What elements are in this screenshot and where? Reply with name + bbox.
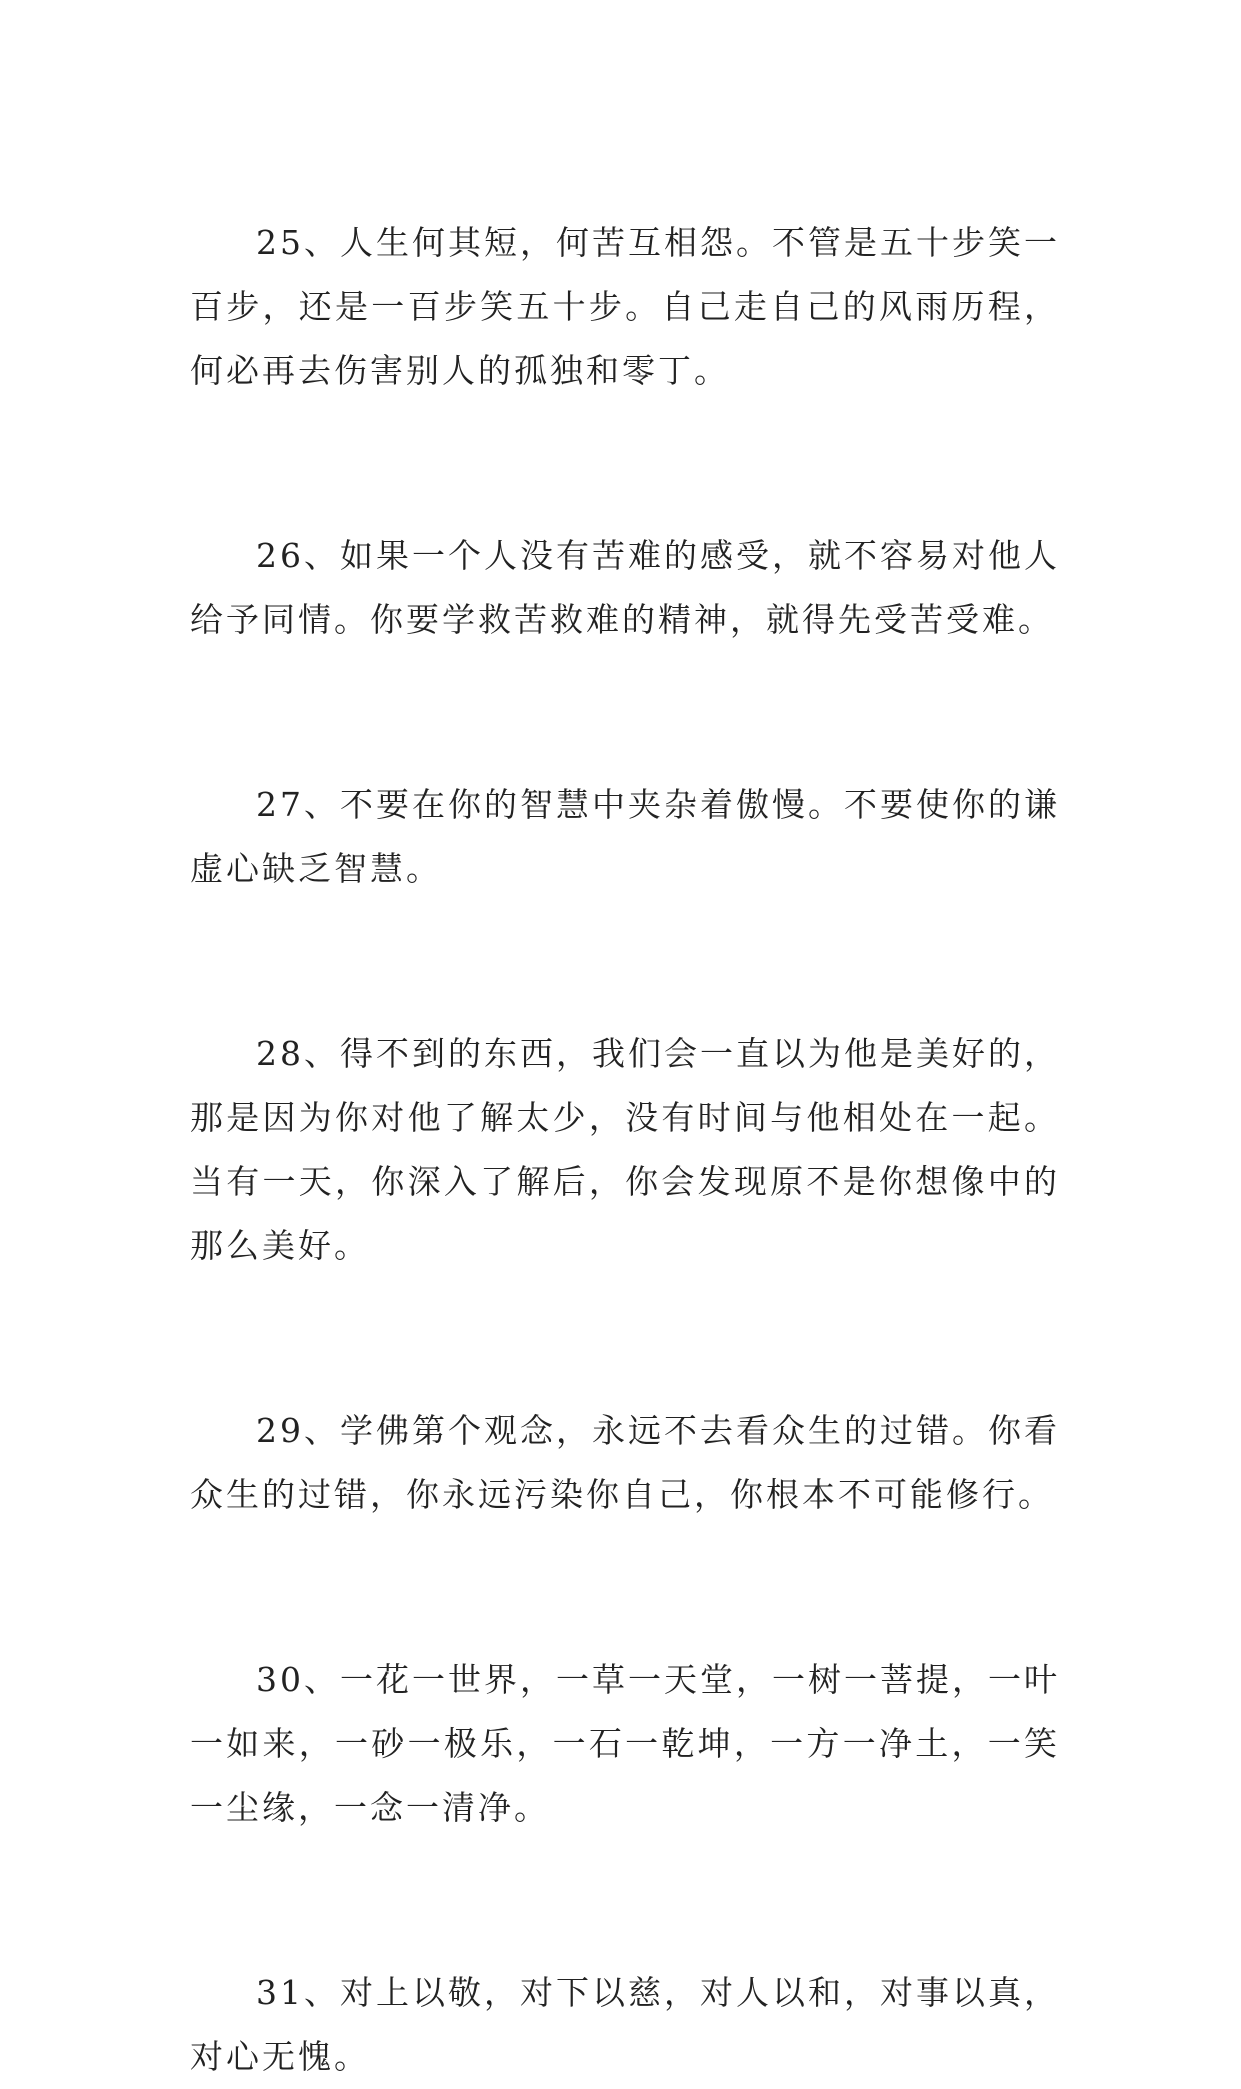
document-body bbox=[190, 211, 1060, 2089]
paragraph-27: 27、不要在你的智慧中夹杂着傲慢。不要使你的谦虚心缺乏智慧。 bbox=[190, 785, 1060, 888]
paragraph-29: 29、学佛第个观念，永远不去看众生的过错。你看众生的过错，你永远污染你自己，你根本不可能修行。 bbox=[190, 1411, 1060, 1514]
paragraph-28: 28、得不到的东西，我们会一直以为他是美好的，那是因为你对他了解太少，没有时间与他相处在一起。当有一天，你深入了解后，你会发现原不是你想像中的那么美好。 bbox=[190, 1034, 1060, 1265]
paragraph-30: 30、一花一世界，一草一天堂，一树一菩提，一叶一如来，一砂一极乐，一石一乾坤，一方一净土，一笑一尘缘，一念一清净。 bbox=[190, 1660, 1060, 1827]
paragraph-26: 26、如果一个人没有苦难的感受，就不容易对他人给予同情。你要学救苦救难的精神，就得先受苦受难。 bbox=[190, 536, 1060, 639]
paragraph-31: 31、对上以敬，对下以慈，对人以和，对事以真，对心无愧。 bbox=[190, 1973, 1060, 2076]
paragraph-25: 25、人生何其短，何苦互相怨。不管是五十步笑一百步，还是一百步笑五十步。自己走自己的风雨历程，何必再去伤害别人的孤独和零丁。 bbox=[190, 223, 1060, 390]
